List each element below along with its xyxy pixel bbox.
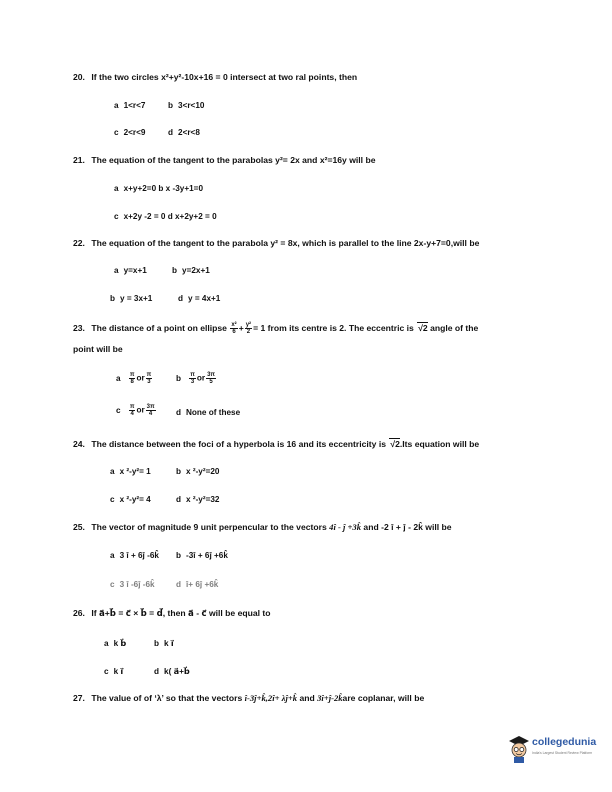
fraction: $\frac{\text{y²}}{2}$ [245,322,252,336]
question-text: If the two circles x²+y²-10x+16 = 0 intersect at two ral points, then [91,72,358,82]
option-d: d y = 4x+1 [178,294,221,303]
question-number: 24. [73,439,85,449]
option-d: d x ²-y²=32 [176,495,220,504]
option-c: c 2<r<9 [114,128,146,137]
option-a: a 1<r<7 [114,101,146,110]
question-20 [73,72,357,82]
option-c: c k i⃗ [104,667,124,676]
sqrt-symbol: √2 [390,439,400,449]
question-24: 24. The distance between the foci of a hyperbola is 16 and its eccentricity is √2.Its equation will be [73,439,480,449]
question-22 [73,238,479,248]
logo-text: collegedunia [532,736,597,748]
question-27: 27. The value of of ‘λ’ so that the vectors î-3ĵ+k̂,2î+ λĵ+k̂ and 3î+ĵ-2k̂are coplanar, will be [73,693,425,703]
option-a: a 3 î + 6ĵ -6k̂ [110,551,159,560]
option-b: b k i⃗ [154,639,174,648]
option-c: c 3 î -6ĵ -6k̂ [110,580,155,589]
option-a: a y=x+1 [114,266,147,275]
option-c: c $\frac{\pi}{4}$ or $\frac{3\pi}{4}$ [116,404,155,417]
option-b: b x ²-y²=20 [176,467,220,476]
option-d: d k( a⃗+b⃗ [154,667,190,676]
question-26 [73,608,271,619]
question-number: 25. [73,522,85,532]
sqrt-symbol: √2 [418,323,428,333]
question-number: 23. [73,323,85,333]
option-d: d î+ 6ĵ +6k̂ [176,580,219,589]
question-23: 23. The distance of a point on ellipse $\frac{\text{x²}}{6}$ + $\frac{\text{y²}}{2}$ = 1 from its centre is 2. The eccentric is √2 angle of the [73,322,479,336]
option-b: b $\frac{\pi}{3}$ or $\frac{3\pi}{5}$ [176,372,216,385]
option-b: b y=2x+1 [172,266,210,275]
question-23-line2: point will be [73,344,123,354]
option-a: a $\frac{\pi}{8}$ or $\frac{\pi}{3}$ [116,372,152,385]
logo-tagline: India's Largest Student Review Platform [532,751,593,755]
option-b: b -3î + 6ĵ +6k̂ [176,551,228,560]
option-a: a k b⃗ [104,639,127,648]
option-d: d 2<r<8 [168,128,200,137]
fraction: $\frac{\text{x²}}{6}$ [231,322,237,336]
graduate-mascot-icon [508,734,530,764]
question-number: 22. [73,238,85,248]
question-21 [73,155,375,165]
option-c-d: c x+2y -2 = 0 d x+2y+2 = 0 [114,212,217,221]
question-number: 26. [73,608,85,618]
question-text: The equation of the tangent to the parabola y² = 8x, which is parallel to the line 2x-y+7=0,will be [91,238,480,248]
option-a-b: a x+y+2=0 b x -3y+1=0 [114,184,204,193]
option-d: d None of these [176,408,241,417]
question-25: 25. The vector of magnitude 9 unit perpencular to the vectors 4î - ĵ +3k̂ and -2 î + ĵ - 2k̂ will be [73,522,452,532]
collegedunia-logo [508,732,604,766]
question-text: The equation of the tangent to the parabolas y²= 2x and x²=16y will be [91,155,376,165]
question-number: 21. [73,155,85,165]
option-b: b 3<r<10 [168,101,205,110]
option-c: c x ²-y²= 4 [110,495,151,504]
option-b-2: b y = 3x+1 [110,294,153,303]
question-text: If a⃗+b⃗ = c⃗ × b⃗ = d⃗, then a⃗ - c⃗ will be equal to [91,608,271,618]
question-number: 27. [73,693,85,703]
question-number: 20. [73,72,85,82]
option-a: a x ²-y²= 1 [110,467,151,476]
